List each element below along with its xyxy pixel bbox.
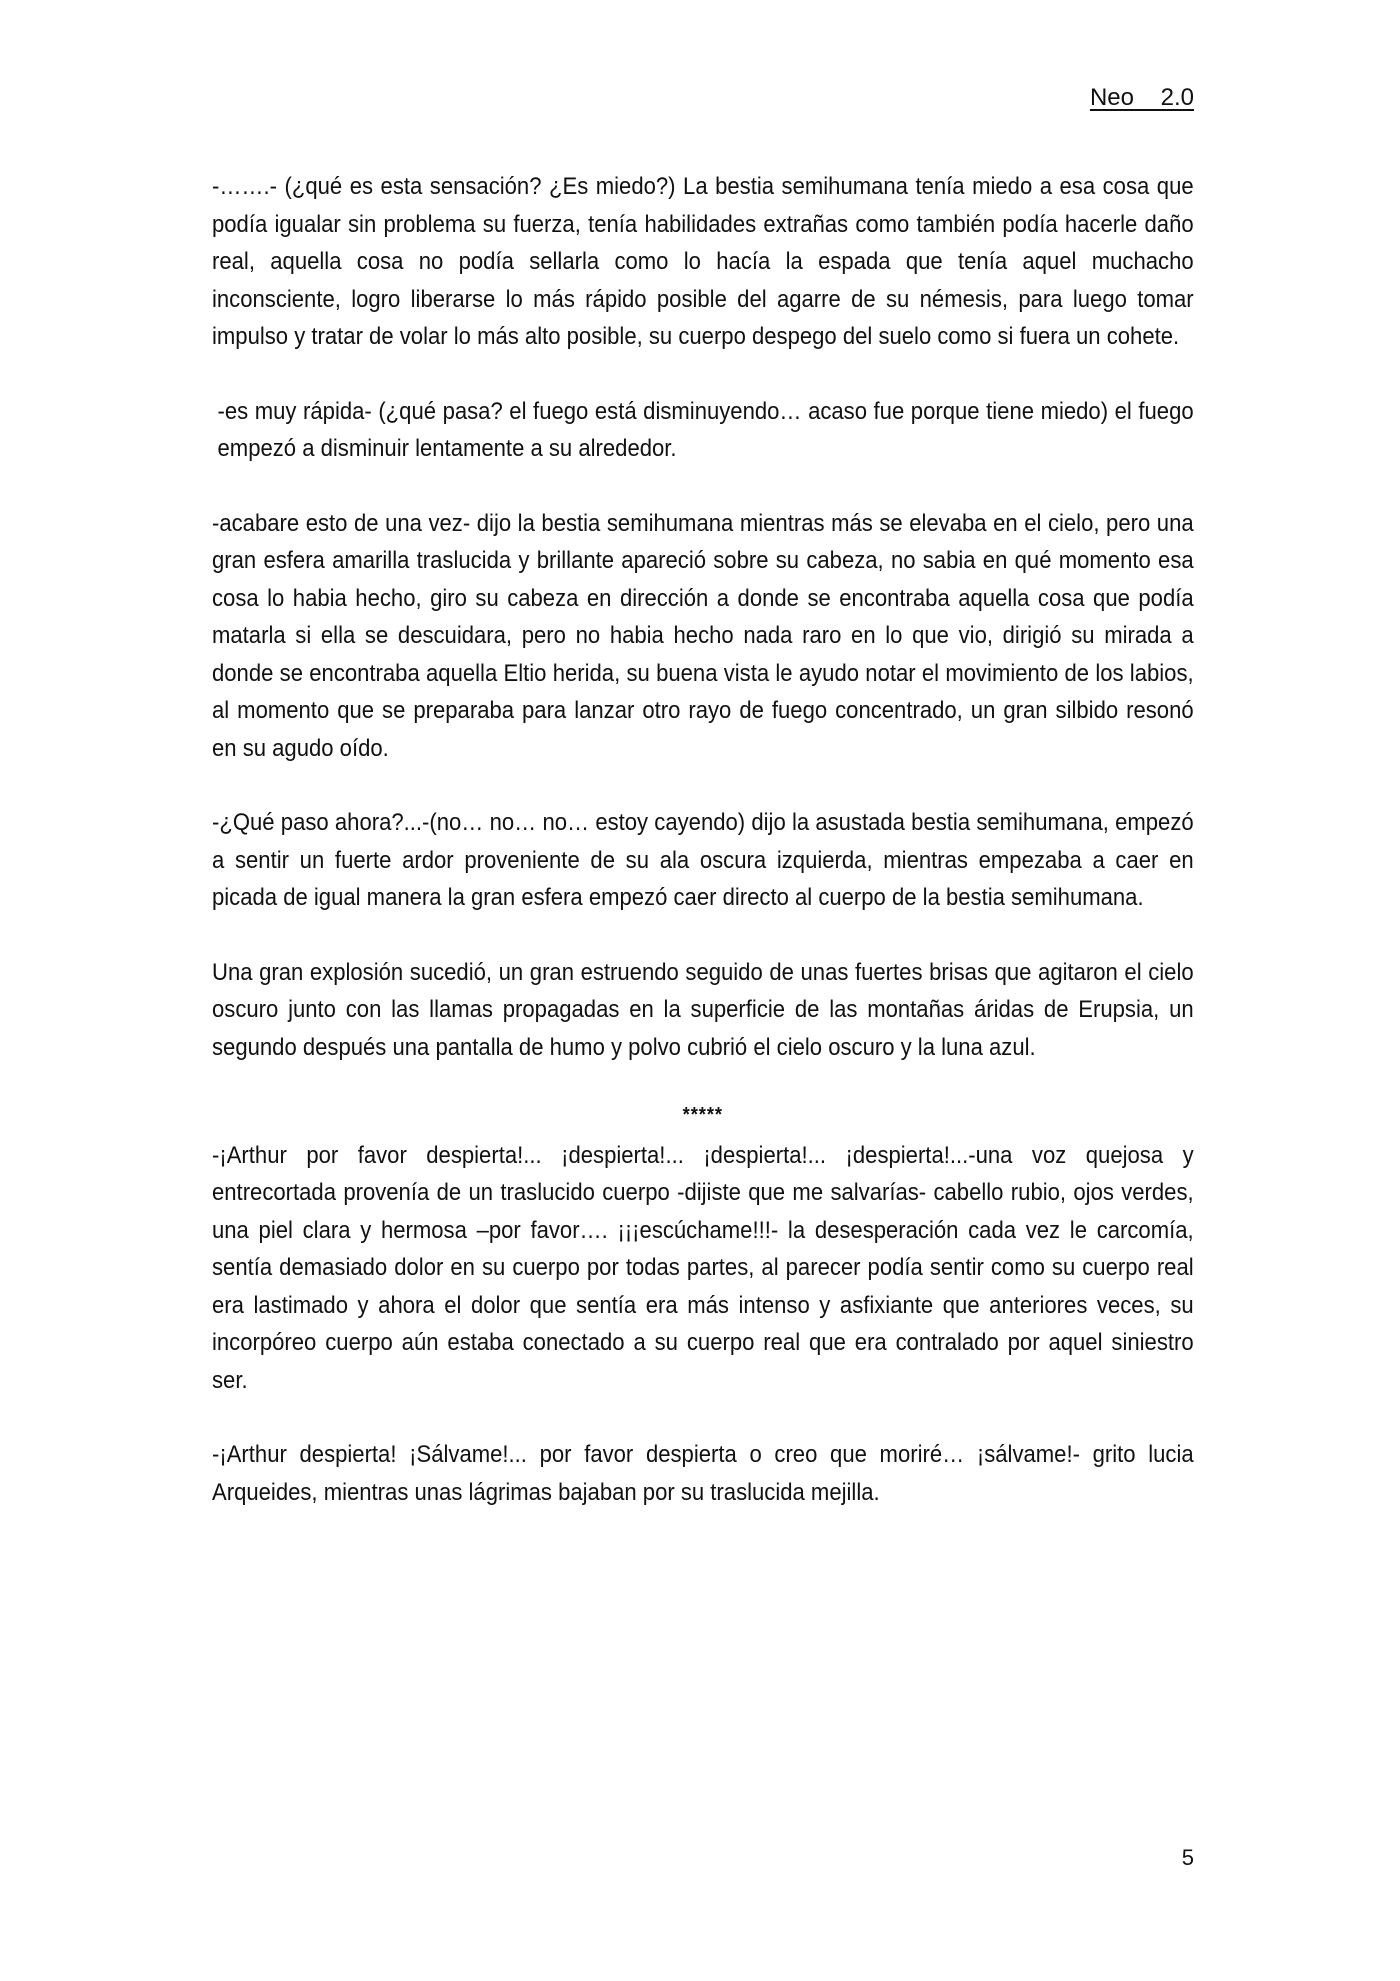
- paragraph-5: Una gran explosión sucedió, un gran estruendo seguido de unas fuertes brisas que agitaron el cielo oscuro junto con las llamas propagadas en la superficie de las montañas áridas de Erupsia, un segundo después una pantalla de humo y polvo cubrió el cielo oscuro y la luna azul.: [212, 958, 1194, 1061]
- paragraph-6: -¡Arthur por favor despierta!... ¡despierta!... ¡despierta!... ¡despierta!...-una voz quejosa y entrecortada provenía de un traslucido cuerpo -dijiste que me salvarías- cabello rubio, ojos verdes, una piel clara y hermosa –por favor…. ¡¡¡escúchame!!!- la desesperación cada vez le carcomía, sentía demasiado dolor en su cuerpo por todas partes, al parecer podía sentir como su cuerpo real era lastimado y ahora el dolor que sentía era más intenso y asfixiante que anteriores veces, su incorpóreo cuerpo aún estaba conectado a su cuerpo real que era contralado por aquel siniestro ser.: [212, 1141, 1194, 1394]
- paragraph-3: -acabare esto de una vez- dijo la bestia semihumana mientras más se elevaba en el cielo, pero una gran esfera amarilla traslucida y brillante apareció sobre su cabeza, no sabia en qué momento esa cosa lo habia hecho, giro su cabeza en dirección a donde se encontraba aquella cosa que podía matarla si ella se descuidara, pero no habia hecho nada raro en lo que vio, dirigió su mirada a donde se encontraba aquella Eltio herida, su buena vista le ayudo notar el movimiento de los labios, al momento que se preparaba para lanzar otro rayo de fuego concentrado, un gran silbido resonó en su agudo oído.: [212, 509, 1194, 762]
- paragraph-1: -…….- (¿qué es esta sensación? ¿Es miedo?) La bestia semihumana tenía miedo a esa cosa que podía igualar sin problema su fuerza, tenía habilidades extrañas como también podía hacerle daño real, aquella cosa no podía sellarla como lo hacía la espada que tenía aquel muchacho inconsciente, logro liberarse lo más rápido posible del agarre de su némesis, para luego tomar impulso y tratar de volar lo más alto posible, su cuerpo despego del suelo como si fuera un cohete.: [212, 173, 1194, 350]
- scene-separator: *****: [682, 1104, 724, 1126]
- page-body: [212, 168, 1194, 1548]
- paragraph-2: -es muy rápida- (¿qué pasa? el fuego está disminuyendo… acaso fue porque tiene miedo) el fuego empezó a disminuir lentamente a su alrededor.: [217, 397, 1194, 462]
- running-header: Neo 2.0: [1089, 84, 1194, 111]
- paragraph-7: -¡Arthur despierta! ¡Sálvame!... por favor despierta o creo que moriré… ¡sálvame!- grito lucia Arqueides, mientras unas lágrimas bajaban por su traslucida mejilla.: [212, 1441, 1194, 1506]
- paragraph-4: -¿Qué paso ahora?...-(no… no… no… estoy cayendo) dijo la asustada bestia semihumana, empezó a sentir un fuerte ardor proveniente de su ala oscura izquierda, mientras empezaba a caer en picada de igual manera la gran esfera empezó caer directo al cuerpo de la bestia semihumana.: [212, 809, 1194, 911]
- page-number: 5: [1181, 1845, 1194, 1870]
